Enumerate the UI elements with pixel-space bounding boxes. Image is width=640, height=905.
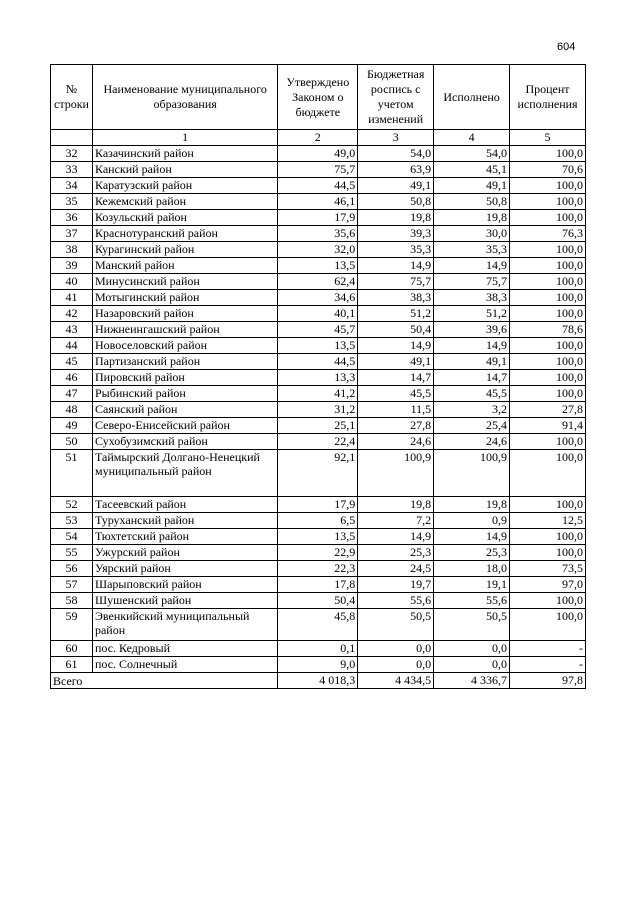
row-number-cell: 52 bbox=[51, 497, 93, 513]
column-index bbox=[51, 130, 93, 146]
row-number-cell: 41 bbox=[51, 290, 93, 306]
municipality-name-cell: Туруханский район bbox=[92, 513, 277, 529]
budget-cell: 51,2 bbox=[358, 306, 434, 322]
total-row bbox=[51, 673, 586, 689]
table-row bbox=[51, 178, 586, 194]
approved-cell: 50,4 bbox=[278, 593, 358, 609]
municipality-name-cell: Уярский район bbox=[92, 561, 277, 577]
percent-cell: 100,0 bbox=[510, 450, 586, 497]
municipality-name-cell: Северо-Енисейский район bbox=[92, 418, 277, 434]
executed-cell: 30,0 bbox=[434, 226, 510, 242]
municipality-name-cell: пос. Кедровый bbox=[92, 641, 277, 657]
approved-cell: 25,1 bbox=[278, 418, 358, 434]
total-approved: 4 018,3 bbox=[278, 673, 358, 689]
budget-cell: 24,6 bbox=[358, 434, 434, 450]
executed-cell: 25,3 bbox=[434, 545, 510, 561]
budget-cell: 14,7 bbox=[358, 370, 434, 386]
municipality-name-cell: Саянский район bbox=[92, 402, 277, 418]
total-percent: 97,8 bbox=[510, 673, 586, 689]
table-row bbox=[51, 402, 586, 418]
percent-cell: 12,5 bbox=[510, 513, 586, 529]
table-row bbox=[51, 194, 586, 210]
municipality-name-cell: Тасеевский район bbox=[92, 497, 277, 513]
row-number-cell: 61 bbox=[51, 657, 93, 673]
municipality-name-cell: Таймырский Долгано-Ненецкий муниципальный район bbox=[92, 450, 277, 497]
row-number-cell: 56 bbox=[51, 561, 93, 577]
approved-cell: 17,9 bbox=[278, 497, 358, 513]
percent-cell: 100,0 bbox=[510, 497, 586, 513]
column-index: 4 bbox=[434, 130, 510, 146]
table-row bbox=[51, 258, 586, 274]
executed-cell: 0,0 bbox=[434, 657, 510, 673]
budget-cell: 27,8 bbox=[358, 418, 434, 434]
table-row bbox=[51, 497, 586, 513]
approved-cell: 45,7 bbox=[278, 322, 358, 338]
table-row bbox=[51, 561, 586, 577]
budget-cell: 54,0 bbox=[358, 146, 434, 162]
percent-cell: 76,3 bbox=[510, 226, 586, 242]
approved-cell: 75,7 bbox=[278, 162, 358, 178]
percent-cell: 100,0 bbox=[510, 609, 586, 641]
column-index: 1 bbox=[92, 130, 277, 146]
municipality-name-cell: Нижнеингашский район bbox=[92, 322, 277, 338]
budget-cell: 63,9 bbox=[358, 162, 434, 178]
executed-cell: 0,0 bbox=[434, 641, 510, 657]
row-number-cell: 32 bbox=[51, 146, 93, 162]
table-row bbox=[51, 306, 586, 322]
table-row bbox=[51, 210, 586, 226]
budget-cell: 19,8 bbox=[358, 497, 434, 513]
executed-cell: 14,7 bbox=[434, 370, 510, 386]
header-approved-by-law: Утверждено Законом о бюджете bbox=[278, 65, 358, 130]
municipality-name-cell: Курагинский район bbox=[92, 242, 277, 258]
table-body bbox=[51, 146, 586, 673]
budget-cell: 19,7 bbox=[358, 577, 434, 593]
executed-cell: 51,2 bbox=[434, 306, 510, 322]
approved-cell: 22,9 bbox=[278, 545, 358, 561]
table-row bbox=[51, 641, 586, 657]
approved-cell: 6,5 bbox=[278, 513, 358, 529]
table-row bbox=[51, 577, 586, 593]
row-number-cell: 44 bbox=[51, 338, 93, 354]
approved-cell: 17,9 bbox=[278, 210, 358, 226]
table-row bbox=[51, 434, 586, 450]
percent-cell: 100,0 bbox=[510, 290, 586, 306]
budget-cell: 39,3 bbox=[358, 226, 434, 242]
municipality-name-cell: Тюхтетский район bbox=[92, 529, 277, 545]
budget-cell: 75,7 bbox=[358, 274, 434, 290]
table-row bbox=[51, 529, 586, 545]
executed-cell: 75,7 bbox=[434, 274, 510, 290]
column-index: 3 bbox=[358, 130, 434, 146]
row-number-cell: 38 bbox=[51, 242, 93, 258]
row-number-cell: 58 bbox=[51, 593, 93, 609]
table-row bbox=[51, 418, 586, 434]
budget-cell: 45,5 bbox=[358, 386, 434, 402]
executed-cell: 39,6 bbox=[434, 322, 510, 338]
table-row bbox=[51, 386, 586, 402]
executed-cell: 55,6 bbox=[434, 593, 510, 609]
column-index-row bbox=[51, 130, 586, 146]
budget-cell: 50,8 bbox=[358, 194, 434, 210]
table-row bbox=[51, 322, 586, 338]
executed-cell: 50,5 bbox=[434, 609, 510, 641]
municipality-name-cell: пос. Солнечный bbox=[92, 657, 277, 673]
executed-cell: 100,9 bbox=[434, 450, 510, 497]
approved-cell: 22,3 bbox=[278, 561, 358, 577]
budget-cell: 7,2 bbox=[358, 513, 434, 529]
approved-cell: 13,5 bbox=[278, 529, 358, 545]
row-number-cell: 60 bbox=[51, 641, 93, 657]
approved-cell: 40,1 bbox=[278, 306, 358, 322]
approved-cell: 31,2 bbox=[278, 402, 358, 418]
percent-cell: 100,0 bbox=[510, 146, 586, 162]
row-number-cell: 57 bbox=[51, 577, 93, 593]
percent-cell: 100,0 bbox=[510, 306, 586, 322]
percent-cell: 100,0 bbox=[510, 593, 586, 609]
municipality-name-cell: Шушенский район bbox=[92, 593, 277, 609]
row-number-cell: 39 bbox=[51, 258, 93, 274]
table-row bbox=[51, 545, 586, 561]
executed-cell: 49,1 bbox=[434, 354, 510, 370]
executed-cell: 0,9 bbox=[434, 513, 510, 529]
table-row bbox=[51, 657, 586, 673]
header-municipality-name: Наименование муниципального образования bbox=[92, 65, 277, 130]
executed-cell: 25,4 bbox=[434, 418, 510, 434]
budget-cell: 49,1 bbox=[358, 354, 434, 370]
percent-cell: 100,0 bbox=[510, 545, 586, 561]
executed-cell: 14,9 bbox=[434, 338, 510, 354]
table-row bbox=[51, 513, 586, 529]
table-row bbox=[51, 274, 586, 290]
approved-cell: 13,5 bbox=[278, 338, 358, 354]
budget-cell: 0,0 bbox=[358, 641, 434, 657]
municipality-name-cell: Новоселовский район bbox=[92, 338, 277, 354]
municipality-name-cell: Рыбинский район bbox=[92, 386, 277, 402]
executed-cell: 50,8 bbox=[434, 194, 510, 210]
budget-cell: 24,5 bbox=[358, 561, 434, 577]
column-index: 5 bbox=[510, 130, 586, 146]
row-number-cell: 42 bbox=[51, 306, 93, 322]
budget-cell: 50,5 bbox=[358, 609, 434, 641]
row-number-cell: 43 bbox=[51, 322, 93, 338]
table-row bbox=[51, 290, 586, 306]
approved-cell: 13,5 bbox=[278, 258, 358, 274]
table-row bbox=[51, 450, 586, 497]
municipality-name-cell: Канский район bbox=[92, 162, 277, 178]
row-number-cell: 53 bbox=[51, 513, 93, 529]
percent-cell: 100,0 bbox=[510, 370, 586, 386]
approved-cell: 45,8 bbox=[278, 609, 358, 641]
percent-cell: - bbox=[510, 641, 586, 657]
budget-cell: 11,5 bbox=[358, 402, 434, 418]
row-number-cell: 47 bbox=[51, 386, 93, 402]
table-row bbox=[51, 338, 586, 354]
total-label: Всего bbox=[51, 673, 278, 689]
approved-cell: 13,3 bbox=[278, 370, 358, 386]
budget-cell: 0,0 bbox=[358, 657, 434, 673]
approved-cell: 17,8 bbox=[278, 577, 358, 593]
executed-cell: 14,9 bbox=[434, 529, 510, 545]
approved-cell: 92,1 bbox=[278, 450, 358, 497]
header-execution-percent: Процент исполнения bbox=[510, 65, 586, 130]
row-number-cell: 48 bbox=[51, 402, 93, 418]
budget-cell: 14,9 bbox=[358, 338, 434, 354]
percent-cell: 100,0 bbox=[510, 386, 586, 402]
row-number-cell: 33 bbox=[51, 162, 93, 178]
budget-cell: 100,9 bbox=[358, 450, 434, 497]
row-number-cell: 59 bbox=[51, 609, 93, 641]
budget-cell: 50,4 bbox=[358, 322, 434, 338]
municipality-name-cell: Казачинский район bbox=[92, 146, 277, 162]
budget-execution-table bbox=[50, 64, 586, 689]
approved-cell: 44,5 bbox=[278, 178, 358, 194]
table-row bbox=[51, 242, 586, 258]
header-executed: Исполнено bbox=[434, 65, 510, 130]
executed-cell: 19,8 bbox=[434, 497, 510, 513]
column-index: 2 bbox=[278, 130, 358, 146]
municipality-name-cell: Сухобузимский район bbox=[92, 434, 277, 450]
budget-cell: 25,3 bbox=[358, 545, 434, 561]
percent-cell: 100,0 bbox=[510, 529, 586, 545]
executed-cell: 45,1 bbox=[434, 162, 510, 178]
header-budget-schedule: Бюджетная роспись с учетом изменений bbox=[358, 65, 434, 130]
percent-cell: 73,5 bbox=[510, 561, 586, 577]
approved-cell: 0,1 bbox=[278, 641, 358, 657]
approved-cell: 35,6 bbox=[278, 226, 358, 242]
row-number-cell: 55 bbox=[51, 545, 93, 561]
municipality-name-cell: Манский район bbox=[92, 258, 277, 274]
executed-cell: 18,0 bbox=[434, 561, 510, 577]
executed-cell: 35,3 bbox=[434, 242, 510, 258]
percent-cell: 100,0 bbox=[510, 338, 586, 354]
table-row bbox=[51, 354, 586, 370]
row-number-cell: 51 bbox=[51, 450, 93, 497]
executed-cell: 45,5 bbox=[434, 386, 510, 402]
municipality-name-cell: Шарыповский район bbox=[92, 577, 277, 593]
total-budget: 4 434,5 bbox=[358, 673, 434, 689]
approved-cell: 49,0 bbox=[278, 146, 358, 162]
budget-cell: 35,3 bbox=[358, 242, 434, 258]
municipality-name-cell: Минусинский район bbox=[92, 274, 277, 290]
table-row bbox=[51, 146, 586, 162]
percent-cell: 100,0 bbox=[510, 274, 586, 290]
row-number-cell: 49 bbox=[51, 418, 93, 434]
municipality-name-cell: Козульский район bbox=[92, 210, 277, 226]
municipality-name-cell: Эвенкийский муниципальный район bbox=[92, 609, 277, 641]
row-number-cell: 46 bbox=[51, 370, 93, 386]
approved-cell: 32,0 bbox=[278, 242, 358, 258]
total-executed: 4 336,7 bbox=[434, 673, 510, 689]
percent-cell: 100,0 bbox=[510, 354, 586, 370]
municipality-name-cell: Мотыгинский район bbox=[92, 290, 277, 306]
row-number-cell: 36 bbox=[51, 210, 93, 226]
row-number-cell: 34 bbox=[51, 178, 93, 194]
row-number-cell: 54 bbox=[51, 529, 93, 545]
budget-cell: 14,9 bbox=[358, 529, 434, 545]
header-row-number: № строки bbox=[51, 65, 93, 130]
approved-cell: 62,4 bbox=[278, 274, 358, 290]
municipality-name-cell: Кежемский район bbox=[92, 194, 277, 210]
budget-cell: 14,9 bbox=[358, 258, 434, 274]
percent-cell: 100,0 bbox=[510, 434, 586, 450]
budget-cell: 38,3 bbox=[358, 290, 434, 306]
table-header-row bbox=[51, 65, 586, 130]
table-row bbox=[51, 370, 586, 386]
executed-cell: 14,9 bbox=[434, 258, 510, 274]
table-row bbox=[51, 162, 586, 178]
row-number-cell: 45 bbox=[51, 354, 93, 370]
approved-cell: 9,0 bbox=[278, 657, 358, 673]
executed-cell: 54,0 bbox=[434, 146, 510, 162]
municipality-name-cell: Назаровский район bbox=[92, 306, 277, 322]
percent-cell: 100,0 bbox=[510, 210, 586, 226]
percent-cell: - bbox=[510, 657, 586, 673]
row-number-cell: 37 bbox=[51, 226, 93, 242]
approved-cell: 44,5 bbox=[278, 354, 358, 370]
percent-cell: 27,8 bbox=[510, 402, 586, 418]
municipality-name-cell: Ужурский район bbox=[92, 545, 277, 561]
table-row bbox=[51, 593, 586, 609]
executed-cell: 49,1 bbox=[434, 178, 510, 194]
percent-cell: 78,6 bbox=[510, 322, 586, 338]
percent-cell: 97,0 bbox=[510, 577, 586, 593]
municipality-name-cell: Каратузский район bbox=[92, 178, 277, 194]
row-number-cell: 40 bbox=[51, 274, 93, 290]
approved-cell: 46,1 bbox=[278, 194, 358, 210]
percent-cell: 100,0 bbox=[510, 242, 586, 258]
approved-cell: 22,4 bbox=[278, 434, 358, 450]
budget-cell: 49,1 bbox=[358, 178, 434, 194]
approved-cell: 34,6 bbox=[278, 290, 358, 306]
table-row bbox=[51, 609, 586, 641]
row-number-cell: 35 bbox=[51, 194, 93, 210]
executed-cell: 3,2 bbox=[434, 402, 510, 418]
executed-cell: 19,1 bbox=[434, 577, 510, 593]
percent-cell: 100,0 bbox=[510, 178, 586, 194]
approved-cell: 41,2 bbox=[278, 386, 358, 402]
percent-cell: 100,0 bbox=[510, 258, 586, 274]
table-row bbox=[51, 226, 586, 242]
municipality-name-cell: Партизанский район bbox=[92, 354, 277, 370]
municipality-name-cell: Пировский район bbox=[92, 370, 277, 386]
budget-cell: 19,8 bbox=[358, 210, 434, 226]
percent-cell: 100,0 bbox=[510, 194, 586, 210]
executed-cell: 24,6 bbox=[434, 434, 510, 450]
percent-cell: 70,6 bbox=[510, 162, 586, 178]
page-number: 604 bbox=[557, 41, 576, 53]
row-number-cell: 50 bbox=[51, 434, 93, 450]
percent-cell: 91,4 bbox=[510, 418, 586, 434]
executed-cell: 38,3 bbox=[434, 290, 510, 306]
budget-cell: 55,6 bbox=[358, 593, 434, 609]
municipality-name-cell: Краснотуранский район bbox=[92, 226, 277, 242]
executed-cell: 19,8 bbox=[434, 210, 510, 226]
